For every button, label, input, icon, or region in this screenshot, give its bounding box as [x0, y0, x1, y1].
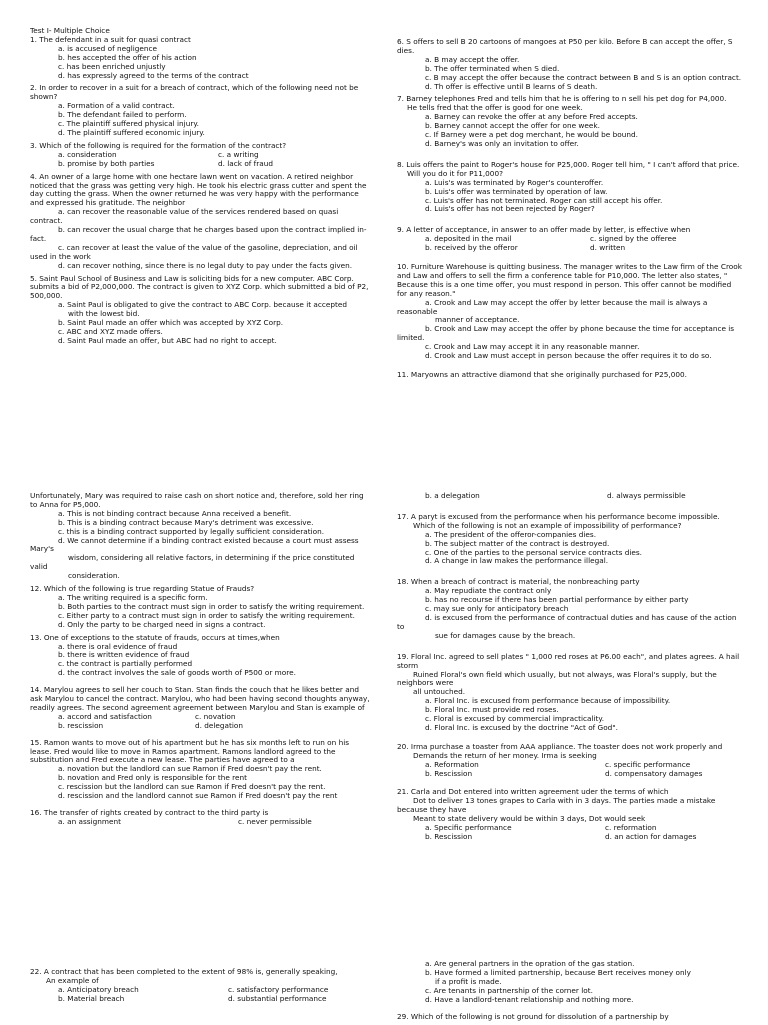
option-c: c. satisfactory performance — [228, 984, 329, 994]
option-a: a. Saint Paul is obligated to give the contract to ABC Corp. because it accepted — [58, 300, 348, 310]
option-a: a. Formation of a valid contract. — [58, 101, 175, 111]
option-d: d. is excused from the performance of contractual duties and has cause of the action to — [397, 612, 737, 631]
question-11-continued — [30, 492, 370, 581]
option-c: c. Floral is excused by commercial impracticality. — [425, 714, 605, 724]
option-b: b. there is written evidence of fraud — [58, 650, 190, 660]
option-c: c. Luis's offer has not terminated. Roger can still accept his offer. — [425, 195, 663, 205]
option-c: c. The plaintiff suffered physical injury. — [58, 119, 199, 129]
question-stem: 18. When a breach of contract is material, the nonbreaching party — [397, 577, 640, 587]
option-a: a. Luis's was terminated by Roger's counteroffer. — [425, 177, 604, 187]
band2-left-column — [30, 492, 370, 831]
option-d: d. Have a landlord-tenant relationship and nothing more. — [425, 994, 634, 1004]
option-c: c. this is a binding contract supported by legally sufficient consideration. — [58, 526, 325, 536]
question-stem: 12. Which of the following is true regarding Statue of Frauds? — [30, 584, 255, 594]
option-c: c. ABC and XYZ made offers. — [58, 327, 163, 336]
question-stem: 6. S offers to sell B 20 cartoons of mangoes at P50 per kilo. Before B can accept the offer, S dies. — [397, 37, 733, 55]
question-8 — [397, 161, 742, 214]
question-19 — [397, 653, 742, 733]
question-10 — [397, 263, 742, 361]
question-stem: 1. The defendant in a suit for quasi contract — [30, 34, 191, 44]
option-c: c. If Barney were a pet dog merchant, he would be bound. — [425, 130, 638, 140]
option-a: a. This is not binding contract because Anna received a benefit. — [58, 508, 292, 518]
question-3 — [30, 142, 370, 169]
band1-left-column — [30, 27, 370, 350]
option-d: d. The plaintiff suffered economic injury. — [58, 127, 205, 137]
option-d: d. written — [590, 243, 626, 253]
option-b: b. received by the offeror — [425, 243, 518, 253]
option-row — [30, 818, 370, 827]
option-a: a. novation but the landlord can sue Ramon if Fred doesn't pay the rent. — [58, 764, 322, 774]
option-c: c. One of the parties to the personal service contracts dies. — [425, 547, 643, 557]
question-14 — [30, 686, 370, 731]
option-a: a. The writing required is a specific form. — [58, 592, 208, 602]
question-stem-2: Which of the following is not an example of impossibility of performance? — [413, 520, 682, 530]
question-17 — [397, 513, 742, 566]
option-d: d. Saint Paul made an offer, but ABC had no right to accept. — [58, 335, 277, 345]
option-d: d. Crook and Law must accept in person because the offer requires it to do so. — [425, 351, 712, 361]
option-d: d. lack of fraud — [218, 158, 273, 168]
option-c: c. specific performance — [605, 759, 691, 769]
option-b: b. Rescission — [425, 768, 473, 778]
option-b: b. Crook and Law may accept the offer by phone because the time for acceptance is limited. — [397, 324, 735, 343]
option-b: b. Barney cannot accept the offer for one week. — [425, 121, 600, 131]
option-d: d. always permissible — [607, 491, 686, 500]
question-21 — [397, 788, 742, 841]
option-b: b. a delegation — [425, 491, 480, 500]
option-b: b. promise by both parties — [58, 158, 155, 168]
option-b: b. The offer terminated when S died. — [425, 63, 560, 73]
question-18 — [397, 578, 742, 640]
option-a: a. The president of the offeror-companies dies. — [425, 529, 597, 539]
question-stem: 14. Marylou agrees to sell her couch to Stan. Stan finds the couch that he likes better and ask Marylou to cancel the contract. Marylou, who had been having second thoughts anyway, readily agrees. The second agreement agreement between Marylou and Stan is example of — [30, 685, 370, 712]
question-2 — [30, 84, 370, 137]
option-c: c. Either party to a contract must sign in order to satisfy the writing requirement. — [58, 610, 355, 620]
question-stem: 7. Barney telephones Fred and tells him that he is offering to n sell his pet dog for P4,000. — [397, 94, 727, 104]
option-c: c. Crook and Law may accept it in any reasonable manner. — [425, 342, 640, 352]
option-a: a. can recover the reasonable value of the services rendered based on quasi contract. — [30, 207, 339, 226]
option-c: c. novation — [195, 711, 236, 721]
question-13 — [30, 634, 370, 679]
option-d: d. delegation — [195, 720, 243, 730]
option-b: b. Rescission — [425, 832, 473, 841]
option-b: b. hes accepted the offer of his action — [58, 52, 197, 62]
question-7 — [397, 95, 742, 148]
option-row — [397, 833, 742, 842]
question-6 — [397, 38, 742, 91]
question-stem-2: Ruined Floral's own field which usually, but not always, was Floral's supply, but the neighbors were — [397, 669, 717, 688]
option-d: d. rescission and the landlord cannot sue Ramon if Fred doesn't pay the rent — [58, 791, 338, 801]
question-16-continued — [397, 492, 742, 501]
option-a: a. Anticipatory breach — [58, 984, 139, 994]
question-stem: 22. A contract that has been completed to the extent of 98% is, generally speaking, — [30, 967, 338, 976]
question-16 — [30, 809, 370, 827]
question-5 — [30, 275, 370, 346]
question-29 — [397, 1013, 742, 1022]
option-b-continuation: if a profit is made. — [435, 976, 502, 986]
option-a: a. Specific performance — [425, 823, 512, 833]
option-a: a. Are general partners in the opration of the gas station. — [425, 959, 635, 968]
option-b: b. can recover the usual charge that he charges based upon the contract implied in-fact. — [30, 225, 367, 243]
option-d-continuation: sue for damages cause by the breach. — [435, 630, 576, 640]
band3-left-column — [30, 968, 370, 1008]
option-b: b. Have formed a limited partnership, because Bert receives money only — [425, 967, 691, 977]
question-stem: 11. Maryowns an attractive diamond that she originally purchased for P25,000. — [397, 370, 687, 379]
question-stem-3: all untouched. — [413, 687, 466, 697]
question-stem: 29. Which of the following is not ground for dissolution of a partnership by — [397, 1011, 669, 1021]
option-b: b. Floral Inc. must provide red roses. — [425, 705, 559, 715]
option-c: c. has been enriched unjustly — [58, 61, 166, 71]
option-a: a. accord and satisfaction — [58, 711, 152, 721]
option-d: d. an action for damages — [605, 832, 697, 841]
option-d: d. can recover nothing, since there is no legal duty to pay under the facts given. — [58, 260, 353, 270]
band2-right-column — [397, 492, 742, 846]
option-d: d. Th offer is effective until B learns of S death. — [425, 81, 598, 91]
question-12 — [30, 585, 370, 630]
band1-right-column — [397, 38, 742, 384]
option-b: b. rescission — [58, 720, 104, 730]
option-a: a. Reformation — [425, 759, 479, 769]
option-a: a. there is oral evidence of fraud — [58, 641, 178, 651]
option-b: b. The defendant failed to perform. — [58, 110, 187, 120]
option-a: a. is accused of negligence — [58, 43, 158, 53]
question-15 — [30, 739, 370, 801]
option-a-continuation: manner of acceptance. — [435, 315, 520, 325]
band3-right-column — [397, 960, 742, 1025]
question-stem-2: He tells fred that the offer is good for one week. — [407, 103, 583, 113]
option-b: b. Material breach — [58, 993, 125, 1003]
option-b: b. Saint Paul made an offer which was accepted by XYZ Corp. — [58, 318, 284, 328]
option-c: c. can recover at least the value of the value of the gasoline, depreciation, and oil used in the work — [30, 242, 358, 261]
option-a: a. consideration — [58, 149, 117, 159]
question-stem-2: An example of — [46, 975, 99, 985]
option-a: a. B may accept the offer. — [425, 54, 520, 64]
question-stem: 9. A letter of acceptance, in answer to an offer made by letter, is effective when — [397, 225, 691, 235]
question-stem: 10. Furniture Warehouse is quitting business. The manager writes to the Law firm of the Crook and Law and offers to sell the firm a conference table for P10,000. The letter also states, " Because this is a one time offer, you must respond in person. This offer cannot be modified for any reason." — [397, 262, 742, 298]
option-d: d. Luis's offer has not been rejected by Roger? — [425, 204, 595, 214]
option-d-continuation-2: consideration. — [68, 571, 120, 581]
question-stem: 5. Saint Paul School of Business and Law is soliciting bids for a new computer. ABC Corp. submits a bid of P2,000,000. The contract is given to XYZ Corp. which submitted a bid of P2, 500,000. — [30, 273, 369, 301]
option-c: c. the contract is partially performed — [58, 659, 193, 669]
option-row — [397, 770, 742, 779]
option-c: c. never permissible — [238, 816, 312, 826]
question-stem: 21. Carla and Dot entered into written agreement uder the terms of which — [397, 787, 669, 797]
option-d: d. We cannot determine if a binding contract existed because a court must assess Mary's — [30, 535, 359, 554]
option-a: a. Barney can revoke the offer at any before Fred accepts. — [425, 112, 638, 122]
option-row — [30, 722, 370, 731]
section-title: Test I- Multiple Choice — [30, 26, 110, 35]
option-d: d. Barney's was only an invitation to offer. — [425, 138, 579, 148]
question-stem: 17. A paryt is excused from the performance when his performance become impossible. — [397, 511, 720, 521]
question-stem-3: Meant to state delivery would be within 3 days, Dot would seek — [413, 814, 646, 824]
option-row — [30, 160, 370, 169]
question-stem-2: Dot to deliver 13 tones grapes to Carla with in 3 days. The parties made a mistake because they have — [397, 796, 716, 815]
question-stem: 20. Irma purchase a toaster from AAA appliance. The toaster does not work properly and — [397, 741, 723, 751]
question-11 — [397, 371, 742, 380]
option-a: a. Floral Inc. is excused from performance because of impossibility. — [425, 696, 671, 706]
option-c: c. reformation — [605, 823, 657, 833]
option-d: d. A change in law makes the performance illegal. — [425, 556, 609, 566]
option-b: b. Both parties to the contract must sign in order to satisfy the writing requirement. — [58, 601, 365, 611]
option-d: d. the contract involves the sale of goods worth of P500 or more. — [58, 668, 296, 678]
option-row — [397, 492, 742, 501]
question-20 — [397, 743, 742, 779]
question-stem: 16. The transfer of rights created by contract to the third party is — [30, 808, 269, 817]
option-a-continuation: with the lowest bid. — [68, 309, 140, 319]
option-d: d. compensatory damages — [605, 768, 703, 778]
option-c: c. rescission but the landlord can sue Ramon if Fred doesn't pay the rent. — [58, 782, 326, 792]
option-c: c. Are tenants in partnership of the corner lot. — [425, 985, 593, 995]
question-1 — [30, 36, 370, 81]
question-4 — [30, 173, 370, 271]
option-d: d. has expressly agreed to the terms of the contract — [58, 70, 249, 80]
question-stem: 4. An owner of a large home with one hectare lawn went on vacation. A retired neighbor noticed that the grass was getting very high. He took his electric grass cutter and spent the day cutting the grass. When the owner returned he was very happy with the performance and expressed his gratitude. The neighbor — [30, 171, 367, 208]
option-a: a. Crook and Law may accept the offer by letter because the mail is always a reasonable — [397, 297, 708, 316]
option-b: b. The subject matter of the contract is destroyed. — [425, 538, 610, 548]
option-a: a. an assignment — [58, 816, 121, 826]
option-c: c. signed by the offeree — [590, 234, 677, 244]
question-stem: 19. Floral Inc. agreed to sell plates " 1,000 red roses at P6.00 each", and plates agrees. A hail storm — [397, 651, 740, 670]
question-stem: 2. In order to recover in a suit for a breach of contract, which of the following need not be shown? — [30, 83, 359, 102]
question-stem: 13. One of exceptions to the statute of frauds, occurs at times,when — [30, 632, 280, 642]
option-d-continuation: wisdom, considering all relative factors, in determining if the price constituted valid — [30, 553, 355, 572]
option-c: c. a writing — [218, 149, 259, 159]
option-c: c. may sue only for anticipatory breach — [425, 604, 569, 614]
question-22 — [30, 968, 370, 1004]
option-b: b. This is a binding contract because Mary's detriment was excessive. — [58, 517, 314, 527]
question-stem: 15. Ramon wants to move out of his apartment but he has six months left to run on his lease. Fred would like to move in Ramos apartment. Ramons landlord agreed to the substitution and Fred execute a new lease. The parties have agreed to a — [30, 737, 350, 765]
option-b: b. has no recourse if there has been partial performance by either party — [425, 595, 689, 605]
option-c: c. B may accept the offer because the contract between B and S is an option contract. — [425, 72, 742, 82]
question-stem: 3. Which of the following is required for the formation of the contract? — [30, 140, 287, 150]
option-d: d. substantial performance — [228, 993, 327, 1003]
option-b: b. novation and Fred only is responsible for the rent — [58, 773, 247, 783]
question-9 — [397, 226, 742, 253]
question-stem-continued: Unfortunately, Mary was required to raise cash on short notice and, therefore, sold her ring to Anna for P5,000. — [30, 491, 364, 509]
question-stem: 8. Luis offers the paint to Roger's house for P25,000. Roger tell him, " I can't afford that price. — [397, 159, 740, 169]
option-a: a. deposited in the mail — [425, 234, 512, 244]
option-d: d. Only the party to be charged need in signs a contract. — [58, 619, 266, 629]
option-a: a. May repudiate the contract only — [425, 586, 552, 596]
option-row — [30, 995, 370, 1004]
question-stem-2: Demands the return of her money. Irma is seeking — [413, 750, 597, 760]
option-d: d. Floral Inc. is excused by the doctrine "Act of God". — [425, 722, 618, 732]
option-row — [397, 244, 742, 253]
question-stem-2: Will you do it for P11,000? — [407, 168, 503, 178]
question-28-options — [397, 960, 742, 1005]
option-b: b. Luis's offer was terminated by operation of law. — [425, 186, 608, 196]
